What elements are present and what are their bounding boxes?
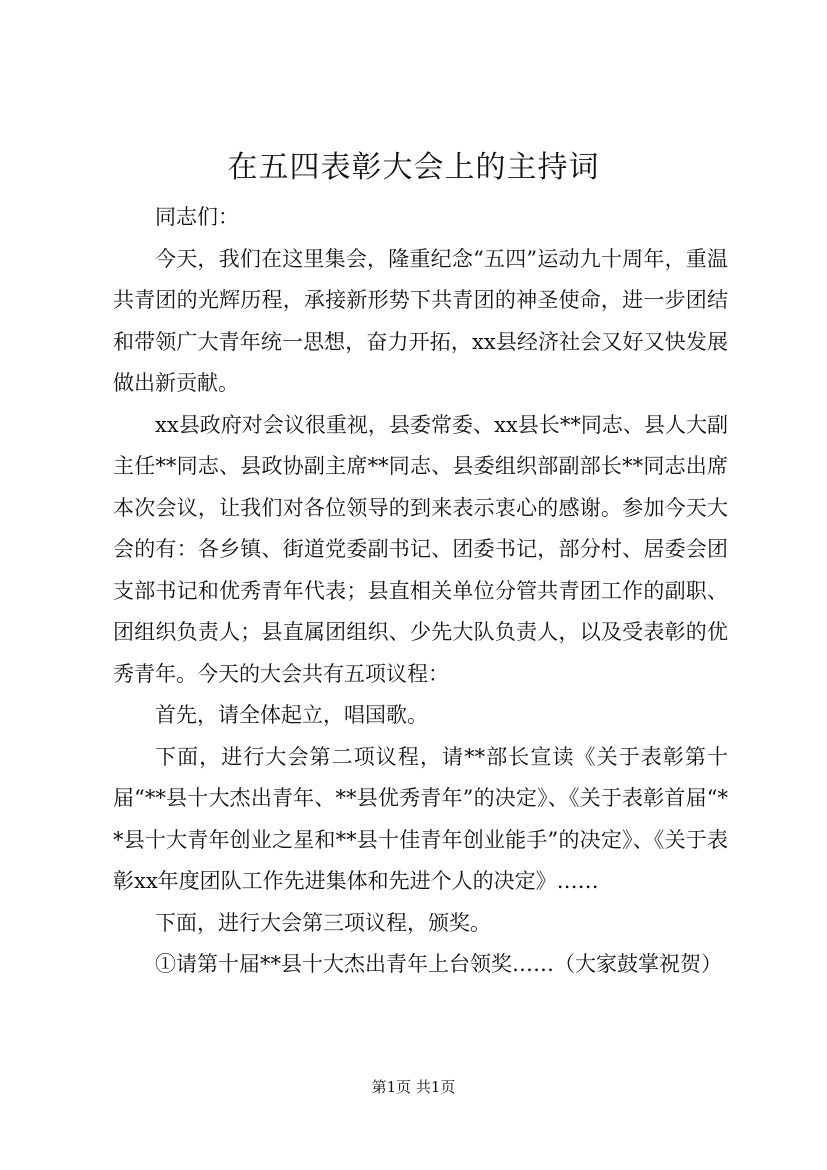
paragraph-award-one: ①请第十届**县十大杰出青年上台领奖……（大家鼓掌祝贺） — [155, 952, 722, 976]
paragraph-greeting: 同志们： — [155, 205, 239, 229]
page-number-footer: 第1页 共1页 — [371, 1078, 456, 1096]
paragraph-agenda-three: 下面，进行大会第三项议程，颁奖。 — [155, 910, 491, 935]
paragraph-agenda-two: 下面，进行大会第二项议程，请**部长宣读《关于表彰第十届“**县十大杰出青年、**县优秀青年”的决定》、《关于表彰首届“**县十大青年创业之星和**县十佳青年创业能手”的决定》、《关于表彰xx年度团队工作先进集体和先进个人的决定》…… — [113, 744, 728, 893]
paragraph-anthem: 首先，请全体起立，唱国歌。 — [155, 703, 428, 727]
paragraph-opening: 今天，我们在这里集会，隆重纪念“五四”运动九十周年，重温共青团的光辉历程，承接新形势下共青团的神圣使命，进一步团结和带领广大青年统一思想，奋力开拓，xx县经济社会又好又快发展做出新贡献。 — [113, 246, 728, 395]
document-title: 在五四表彰大会上的主持词 — [227, 150, 600, 185]
paragraph-attendees: xx县政府对会议很重视，县委常委、xx县长**同志、县人大副主任**同志、县政协副主席**同志、县委组织部副部长**同志出席本次会议，让我们对各位领导的到来表示衷心的感谢。参加今天大会的有：各乡镇、街道党委副书记、团委书记，部分村、居委会团支部书记和优秀青年代表；县直相关单位分管共青团工作的副职、团组织负责人；县直属团组织、少先大队负责人，以及受表彰的优秀青年。今天的大会共有五项议程： — [113, 412, 728, 686]
document-body — [113, 197, 728, 986]
